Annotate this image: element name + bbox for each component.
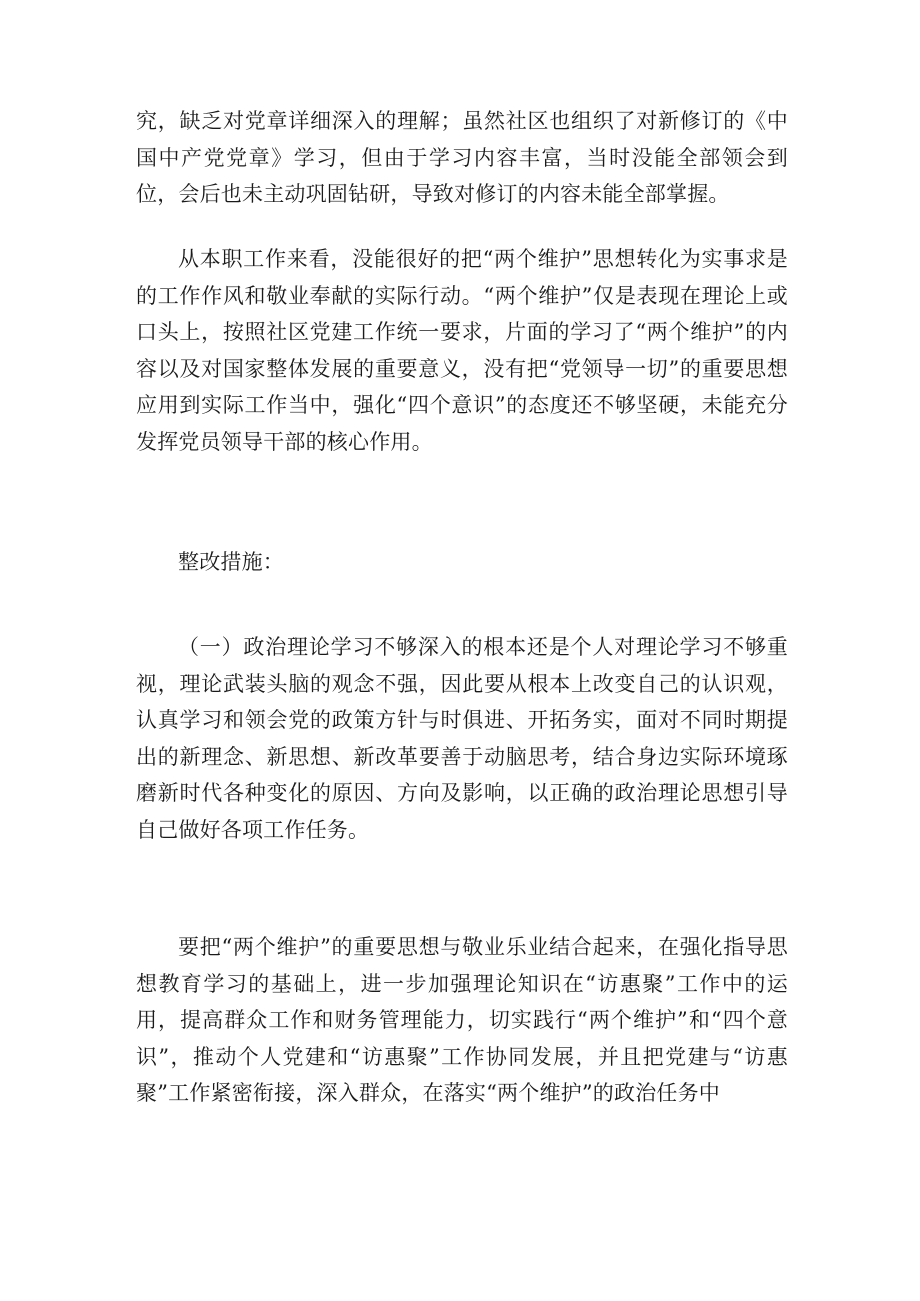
paragraph-measure-one: （一）政治理论学习不够深入的根本还是个人对理论学习不够重视，理论武装头脑的观念不强，因此要从根本上改变自己的认识观，认真学习和领会党的政策方针与时俱进、开拓务实，面对不同时期提出的新理念、新思想、新改革要善于动脑思考，结合身边实际环境琢磨新时代各种变化的原因、方向及影响，以正确的政治理论思想引导自己做好各项工作任务。 (136, 635, 788, 842)
paragraph-continuation: 究，缺乏对党章详细深入的理解；虽然社区也组织了对新修订的《中国中产党党章》学习，但由于学习内容丰富，当时没能全部领会到位，会后也未主动巩固钻研，导致对修订的内容未能全部掌握。 (136, 109, 788, 206)
paragraph-work-analysis: 从本职工作来看，没能很好的把“两个维护”思想转化为实事求是的工作作风和敬业奉献的实际行动。“两个维护”仅是表现在理论上或口头上，按照社区党建工作统一要求，片面的学习了“两个维护”的内容以及对国家整体发展的重要意义，没有把“党领导一切”的重要思想应用到实际工作当中，强化“四个意识”的态度还不够坚硬，未能充分发挥党员领导干部的核心作用。 (136, 247, 788, 454)
paragraph-two-safeguards: 要把“两个维护”的重要思想与敬业乐业结合起来，在强化指导思想教育学习的基础上，进一步加强理论知识在“访惠聚”工作中的运用，提高群众工作和财务管理能力，切实践行“两个维护”和“四个意识”，推动个人党建和“访惠聚”工作协同发展，并且把党建与“访惠聚”工作紧密衔接，深入群众，在落实“两个维护”的政治任务中 (136, 935, 788, 1105)
section-heading-rectification: 整改措施： (178, 550, 284, 574)
